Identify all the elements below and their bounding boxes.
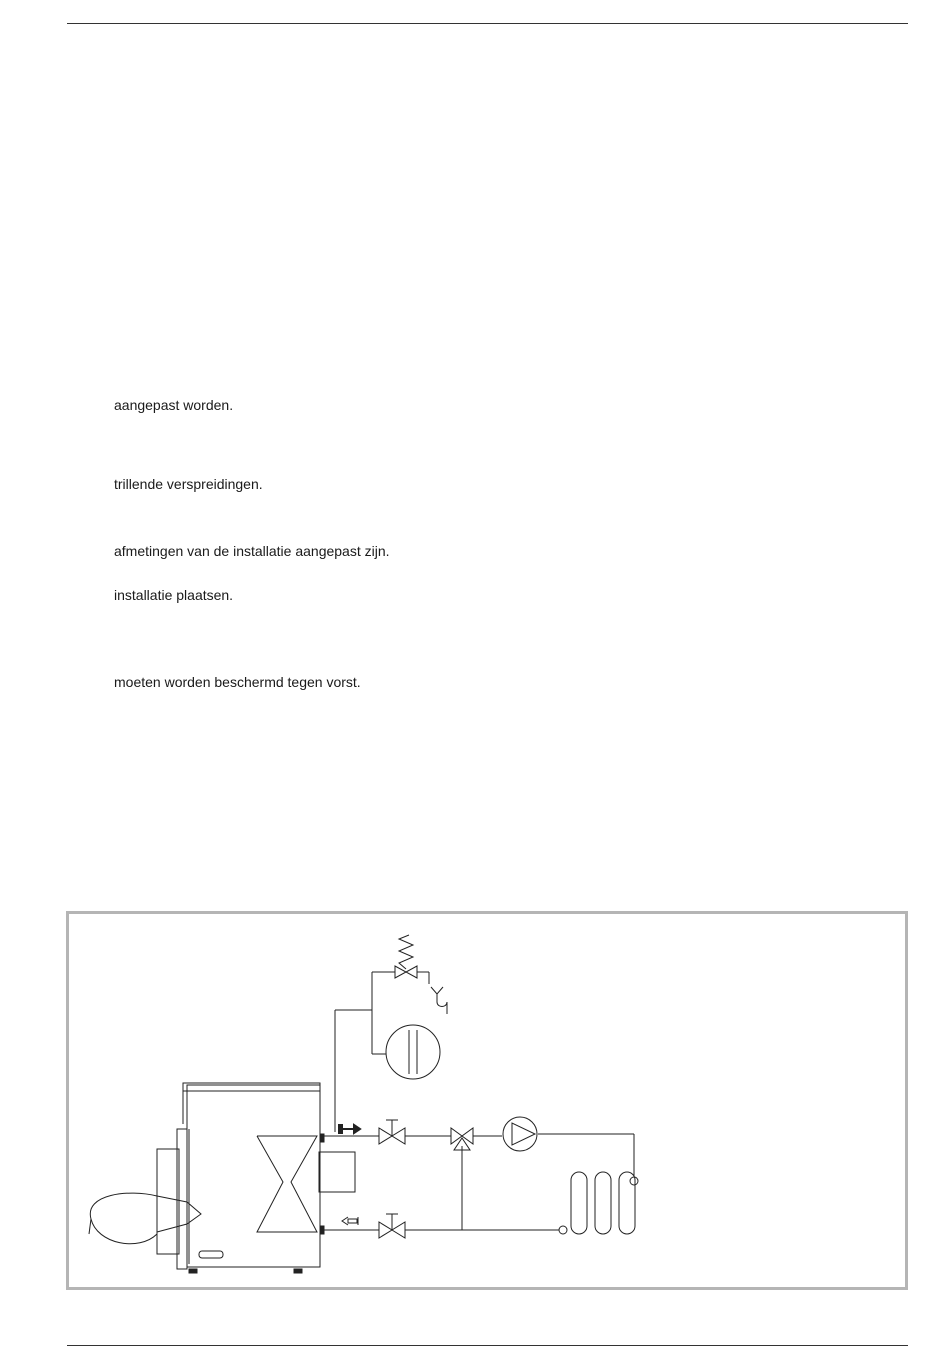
flow-valve: [379, 1120, 405, 1144]
return-pipe: [324, 1146, 567, 1234]
return-in-arrow-icon: [342, 1217, 358, 1225]
boiler-unit: [89, 1083, 355, 1273]
flow-out-arrow-icon: [339, 1125, 360, 1133]
text-line-2: trillende verspreidingen.: [114, 476, 263, 492]
installation-diagram-frame: [66, 911, 908, 1290]
circulation-pump: [503, 1117, 537, 1151]
expansion-vessel: [386, 1025, 440, 1079]
expansion-pipe: [335, 972, 386, 1132]
safety-valve: [372, 935, 447, 1014]
return-valve: [379, 1214, 405, 1238]
header-rule: [67, 23, 908, 24]
text-line-1: aangepast worden.: [114, 397, 234, 413]
text-line-5: moeten worden beschermd tegen vorst.: [114, 674, 361, 690]
text-line-4: installatie plaatsen.: [114, 587, 234, 603]
text-line-3: afmetingen van de installatie aangepast zijn.: [114, 543, 390, 559]
installation-diagram: [69, 914, 905, 1287]
footer-rule: [67, 1345, 908, 1346]
radiator: [571, 1172, 635, 1234]
flow-pipe: [324, 1134, 638, 1185]
